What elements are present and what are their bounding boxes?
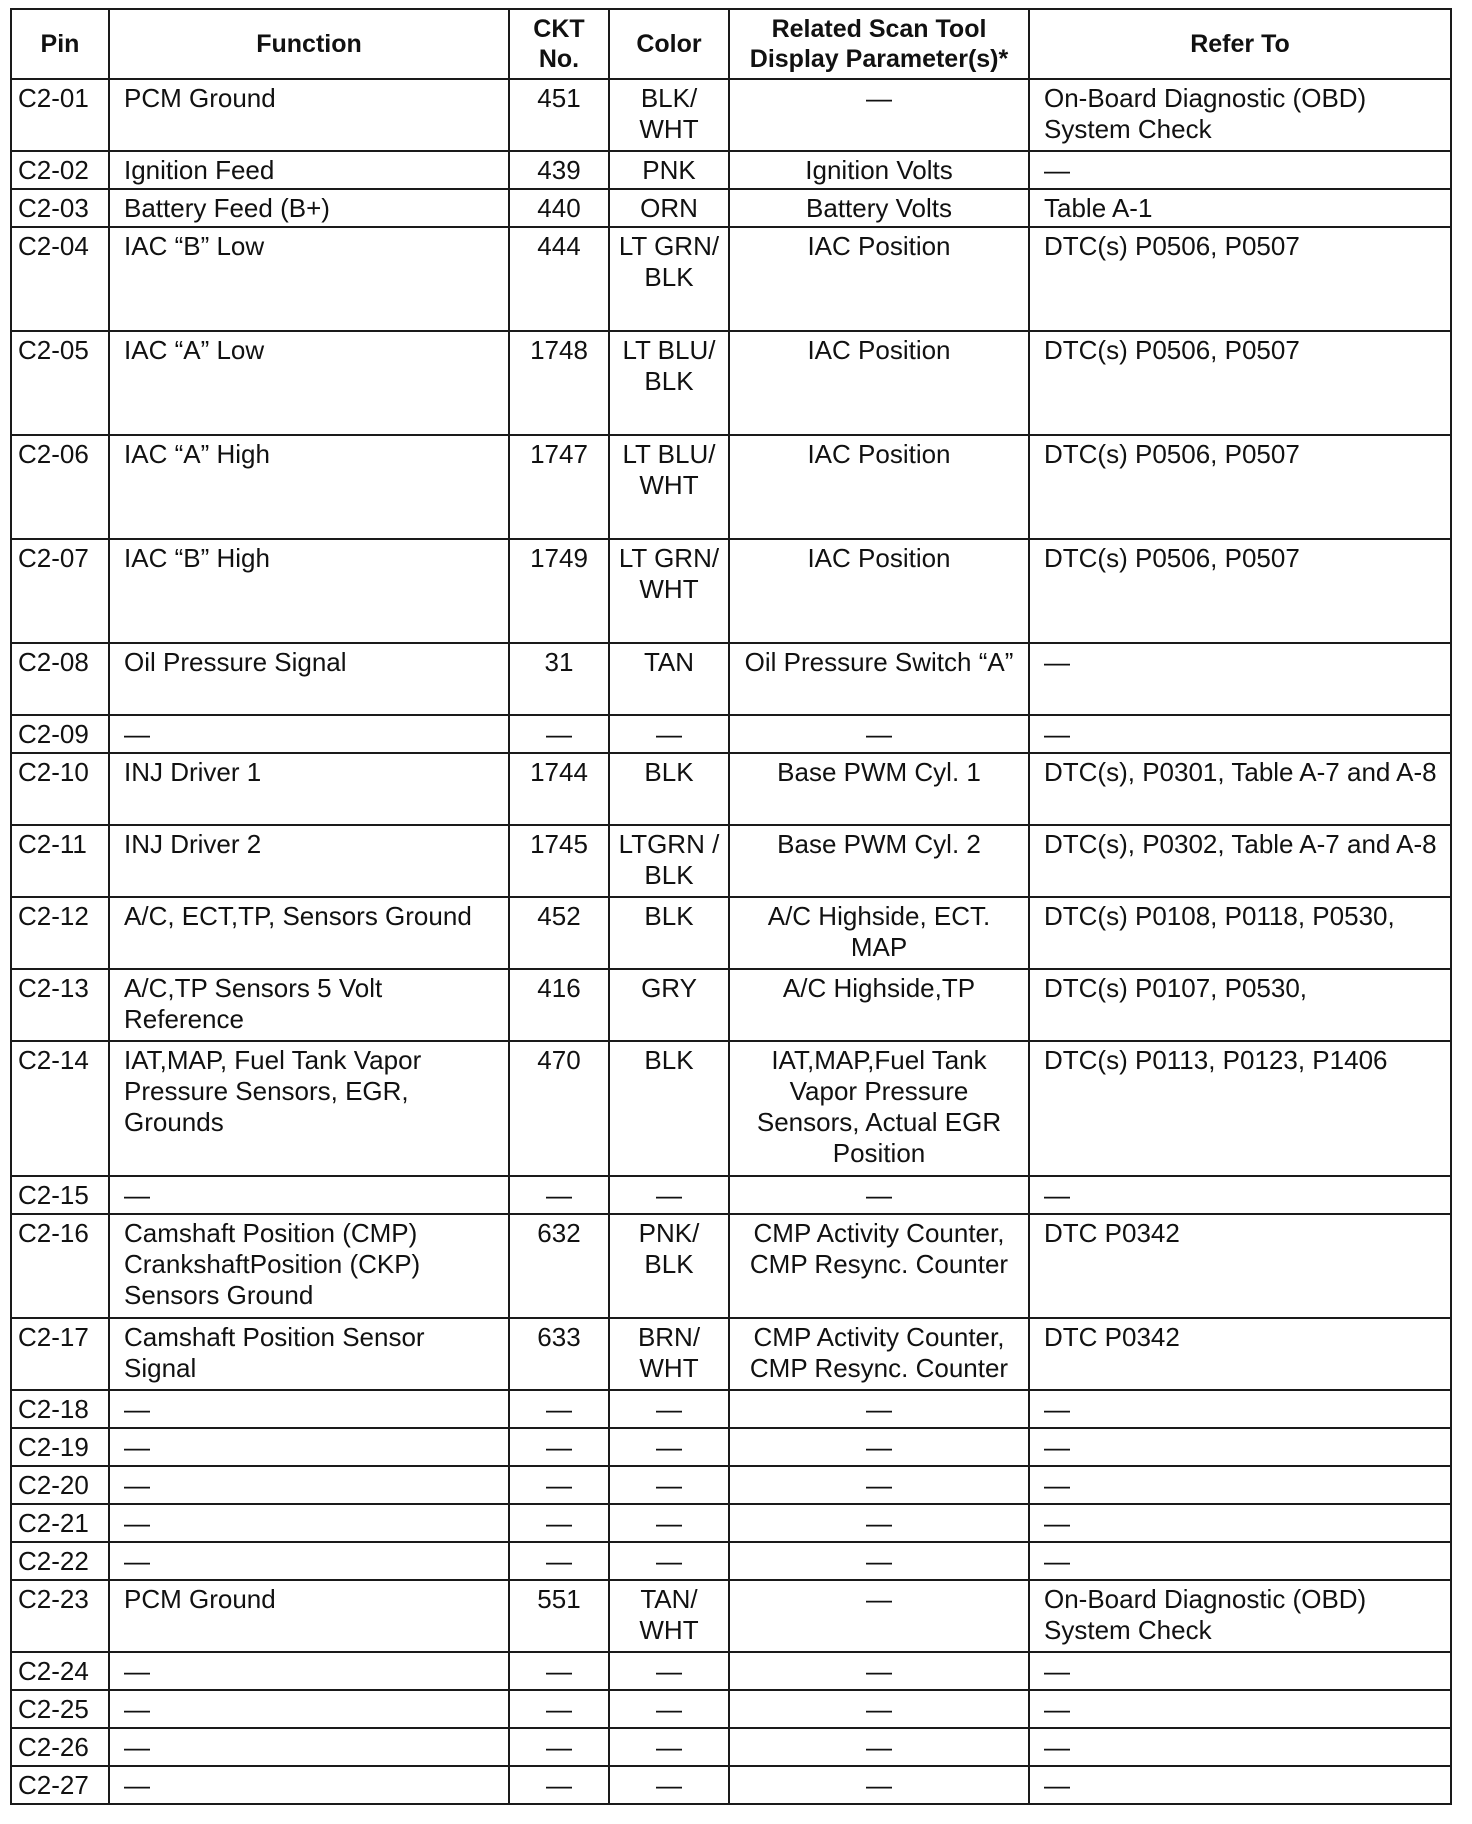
ckt-cell: 439 [509, 151, 609, 189]
table-row [11, 1390, 1451, 1428]
refer-to-cell: — [1029, 1728, 1451, 1766]
scan-parameter-cell: — [729, 1766, 1029, 1804]
table-row [11, 753, 1451, 825]
color-cell: PNK [609, 151, 729, 189]
scan-parameter-cell: Oil Pressure Switch “A” [729, 643, 1029, 715]
function-cell: — [109, 1390, 509, 1428]
function-cell: IAC “A” Low [109, 331, 509, 435]
scan-parameter-cell: Base PWM Cyl. 1 [729, 753, 1029, 825]
refer-to-cell: — [1029, 1176, 1451, 1214]
function-cell: — [109, 1504, 509, 1542]
refer-to-cell: — [1029, 1766, 1451, 1804]
color-cell: — [609, 1766, 729, 1804]
scan-parameter-cell: — [729, 1580, 1029, 1652]
refer-to-cell: Table A-1 [1029, 189, 1451, 227]
function-cell: — [109, 1652, 509, 1690]
ckt-cell: — [509, 1728, 609, 1766]
ckt-cell: 1745 [509, 825, 609, 897]
table-row [11, 825, 1451, 897]
pin-cell: C2-26 [11, 1728, 109, 1766]
color-cell: LT BLU/ BLK [609, 331, 729, 435]
pin-cell: C2-18 [11, 1390, 109, 1428]
table-row [11, 79, 1451, 151]
table-row [11, 1318, 1451, 1390]
table-body [11, 79, 1451, 1804]
color-cell: — [609, 1542, 729, 1580]
function-cell: A/C,TP Sensors 5 Volt Reference [109, 969, 509, 1041]
table-row [11, 227, 1451, 331]
pin-cell: C2-21 [11, 1504, 109, 1542]
refer-to-cell: — [1029, 1690, 1451, 1728]
table-row [11, 715, 1451, 753]
pin-cell: C2-10 [11, 753, 109, 825]
function-cell: A/C, ECT,TP, Sensors Ground [109, 897, 509, 969]
ckt-cell: 633 [509, 1318, 609, 1390]
pin-cell: C2-11 [11, 825, 109, 897]
scan-parameter-cell: — [729, 1176, 1029, 1214]
ckt-cell: — [509, 1428, 609, 1466]
refer-to-cell: — [1029, 1504, 1451, 1542]
ckt-cell: 1744 [509, 753, 609, 825]
ckt-cell: — [509, 1390, 609, 1428]
color-cell: BLK/ WHT [609, 79, 729, 151]
header-scan-tool-parameters: Related Scan Tool Display Parameter(s)* [729, 9, 1029, 79]
pin-cell: C2-08 [11, 643, 109, 715]
ckt-cell: — [509, 1766, 609, 1804]
table-row [11, 969, 1451, 1041]
function-cell: — [109, 715, 509, 753]
table-row [11, 1728, 1451, 1766]
table-row [11, 1504, 1451, 1542]
function-cell: Ignition Feed [109, 151, 509, 189]
pin-cell: C2-19 [11, 1428, 109, 1466]
refer-to-cell: On-Board Diagnostic (OBD) System Check [1029, 79, 1451, 151]
color-cell: — [609, 1690, 729, 1728]
ckt-cell: 632 [509, 1214, 609, 1318]
table-row [11, 189, 1451, 227]
ckt-cell: 444 [509, 227, 609, 331]
pin-cell: C2-09 [11, 715, 109, 753]
refer-to-cell: — [1029, 1390, 1451, 1428]
pin-cell: C2-03 [11, 189, 109, 227]
refer-to-cell: — [1029, 643, 1451, 715]
ckt-cell: — [509, 1504, 609, 1542]
header-row [11, 9, 1451, 79]
function-cell: — [109, 1728, 509, 1766]
pin-cell: C2-12 [11, 897, 109, 969]
refer-to-cell: DTC(s) P0108, P0118, P0530, [1029, 897, 1451, 969]
ckt-cell: — [509, 1542, 609, 1580]
function-cell: INJ Driver 1 [109, 753, 509, 825]
color-cell: LT GRN/ WHT [609, 539, 729, 643]
color-cell: BLK [609, 753, 729, 825]
function-cell: Oil Pressure Signal [109, 643, 509, 715]
color-cell: TAN/ WHT [609, 1580, 729, 1652]
connector-pinout-table [10, 8, 1452, 1805]
table-row [11, 1041, 1451, 1176]
color-cell: — [609, 1390, 729, 1428]
ckt-cell: 440 [509, 189, 609, 227]
scan-parameter-cell: Ignition Volts [729, 151, 1029, 189]
scan-parameter-cell: IAC Position [729, 331, 1029, 435]
refer-to-cell: — [1029, 1542, 1451, 1580]
pin-cell: C2-02 [11, 151, 109, 189]
ckt-cell: 451 [509, 79, 609, 151]
function-cell: Camshaft Position Sensor Signal [109, 1318, 509, 1390]
color-cell: BRN/ WHT [609, 1318, 729, 1390]
ckt-cell: 452 [509, 897, 609, 969]
color-cell: — [609, 715, 729, 753]
pin-cell: C2-25 [11, 1690, 109, 1728]
pin-cell: C2-20 [11, 1466, 109, 1504]
table-row [11, 151, 1451, 189]
table-row [11, 1580, 1451, 1652]
color-cell: — [609, 1728, 729, 1766]
scan-parameter-cell: IAC Position [729, 435, 1029, 539]
refer-to-cell: DTC(s) P0506, P0507 [1029, 331, 1451, 435]
table-row [11, 1766, 1451, 1804]
ckt-cell: — [509, 1690, 609, 1728]
refer-to-cell: DTC(s) P0506, P0507 [1029, 227, 1451, 331]
pin-cell: C2-01 [11, 79, 109, 151]
scan-parameter-cell: — [729, 79, 1029, 151]
table-row [11, 643, 1451, 715]
pin-cell: C2-13 [11, 969, 109, 1041]
ckt-cell: — [509, 715, 609, 753]
color-cell: ORN [609, 189, 729, 227]
header-refer-to: Refer To [1029, 9, 1451, 79]
color-cell: BLK [609, 1041, 729, 1176]
table-row [11, 1466, 1451, 1504]
header-function: Function [109, 9, 509, 79]
pin-cell: C2-27 [11, 1766, 109, 1804]
scan-parameter-cell: — [729, 1428, 1029, 1466]
pin-cell: C2-15 [11, 1176, 109, 1214]
scan-parameter-cell: IAC Position [729, 539, 1029, 643]
table-row [11, 1542, 1451, 1580]
table-row [11, 539, 1451, 643]
refer-to-cell: On-Board Diagnostic (OBD) System Check [1029, 1580, 1451, 1652]
pin-cell: C2-24 [11, 1652, 109, 1690]
refer-to-cell: — [1029, 151, 1451, 189]
ckt-cell: — [509, 1176, 609, 1214]
table-row [11, 897, 1451, 969]
pin-cell: C2-23 [11, 1580, 109, 1652]
table-row [11, 331, 1451, 435]
ckt-cell: 1747 [509, 435, 609, 539]
color-cell: TAN [609, 643, 729, 715]
function-cell: IAC “A” High [109, 435, 509, 539]
color-cell: LTGRN / BLK [609, 825, 729, 897]
function-cell: — [109, 1466, 509, 1504]
pin-cell: C2-05 [11, 331, 109, 435]
table-row [11, 435, 1451, 539]
scan-parameter-cell: Base PWM Cyl. 2 [729, 825, 1029, 897]
scan-parameter-cell: CMP Activity Counter, CMP Resync. Counter [729, 1318, 1029, 1390]
scan-parameter-cell: A/C Highside, ECT. MAP [729, 897, 1029, 969]
pin-cell: C2-04 [11, 227, 109, 331]
table-row [11, 1652, 1451, 1690]
ckt-cell: — [509, 1652, 609, 1690]
ckt-cell: 1749 [509, 539, 609, 643]
table-row [11, 1428, 1451, 1466]
refer-to-cell: DTC(s) P0506, P0507 [1029, 435, 1451, 539]
function-cell: — [109, 1542, 509, 1580]
scan-parameter-cell: — [729, 1542, 1029, 1580]
function-cell: Camshaft Position (CMP) CrankshaftPosition (CKP) Sensors Ground [109, 1214, 509, 1318]
pin-cell: C2-22 [11, 1542, 109, 1580]
color-cell: PNK/ BLK [609, 1214, 729, 1318]
color-cell: BLK [609, 897, 729, 969]
refer-to-cell: DTC(s) P0113, P0123, P1406 [1029, 1041, 1451, 1176]
function-cell: PCM Ground [109, 1580, 509, 1652]
pin-cell: C2-16 [11, 1214, 109, 1318]
header-ckt-no: CKT No. [509, 9, 609, 79]
header-pin: Pin [11, 9, 109, 79]
ckt-cell: 1748 [509, 331, 609, 435]
color-cell: — [609, 1652, 729, 1690]
function-cell: — [109, 1766, 509, 1804]
refer-to-cell: DTC(s) P0506, P0507 [1029, 539, 1451, 643]
scan-parameter-cell: — [729, 1504, 1029, 1542]
scan-parameter-cell: IAC Position [729, 227, 1029, 331]
function-cell: — [109, 1690, 509, 1728]
scan-parameter-cell: — [729, 715, 1029, 753]
ckt-cell: 551 [509, 1580, 609, 1652]
color-cell: — [609, 1466, 729, 1504]
function-cell: — [109, 1176, 509, 1214]
refer-to-cell: — [1029, 1466, 1451, 1504]
refer-to-cell: — [1029, 1652, 1451, 1690]
scan-parameter-cell: Battery Volts [729, 189, 1029, 227]
refer-to-cell: DTC(s), P0301, Table A-7 and A-8 [1029, 753, 1451, 825]
function-cell: IAC “B” Low [109, 227, 509, 331]
ckt-cell: 416 [509, 969, 609, 1041]
ckt-cell: 470 [509, 1041, 609, 1176]
refer-to-cell: DTC P0342 [1029, 1214, 1451, 1318]
scan-parameter-cell: — [729, 1690, 1029, 1728]
refer-to-cell: — [1029, 1428, 1451, 1466]
color-cell: — [609, 1504, 729, 1542]
refer-to-cell: DTC(s), P0302, Table A-7 and A-8 [1029, 825, 1451, 897]
function-cell: Battery Feed (B+) [109, 189, 509, 227]
refer-to-cell: DTC(s) P0107, P0530, [1029, 969, 1451, 1041]
color-cell: LT BLU/ WHT [609, 435, 729, 539]
function-cell: IAT,MAP, Fuel Tank Vapor Pressure Sensors, EGR, Grounds [109, 1041, 509, 1176]
ckt-cell: — [509, 1466, 609, 1504]
pin-cell: C2-17 [11, 1318, 109, 1390]
pin-cell: C2-06 [11, 435, 109, 539]
refer-to-cell: — [1029, 715, 1451, 753]
scan-parameter-cell: — [729, 1390, 1029, 1428]
function-cell: INJ Driver 2 [109, 825, 509, 897]
scan-parameter-cell: — [729, 1466, 1029, 1504]
scan-parameter-cell: — [729, 1652, 1029, 1690]
function-cell: PCM Ground [109, 79, 509, 151]
function-cell: IAC “B” High [109, 539, 509, 643]
scan-parameter-cell: A/C Highside,TP [729, 969, 1029, 1041]
scan-parameter-cell: CMP Activity Counter, CMP Resync. Counter [729, 1214, 1029, 1318]
pin-cell: C2-07 [11, 539, 109, 643]
table-row [11, 1690, 1451, 1728]
ckt-cell: 31 [509, 643, 609, 715]
table-row [11, 1214, 1451, 1318]
color-cell: GRY [609, 969, 729, 1041]
table-row [11, 1176, 1451, 1214]
pin-cell: C2-14 [11, 1041, 109, 1176]
refer-to-cell: DTC P0342 [1029, 1318, 1451, 1390]
color-cell: — [609, 1176, 729, 1214]
function-cell: — [109, 1428, 509, 1466]
header-color: Color [609, 9, 729, 79]
color-cell: — [609, 1428, 729, 1466]
scan-parameter-cell: — [729, 1728, 1029, 1766]
color-cell: LT GRN/ BLK [609, 227, 729, 331]
scan-parameter-cell: IAT,MAP,Fuel Tank Vapor Pressure Sensors, Actual EGR Position [729, 1041, 1029, 1176]
